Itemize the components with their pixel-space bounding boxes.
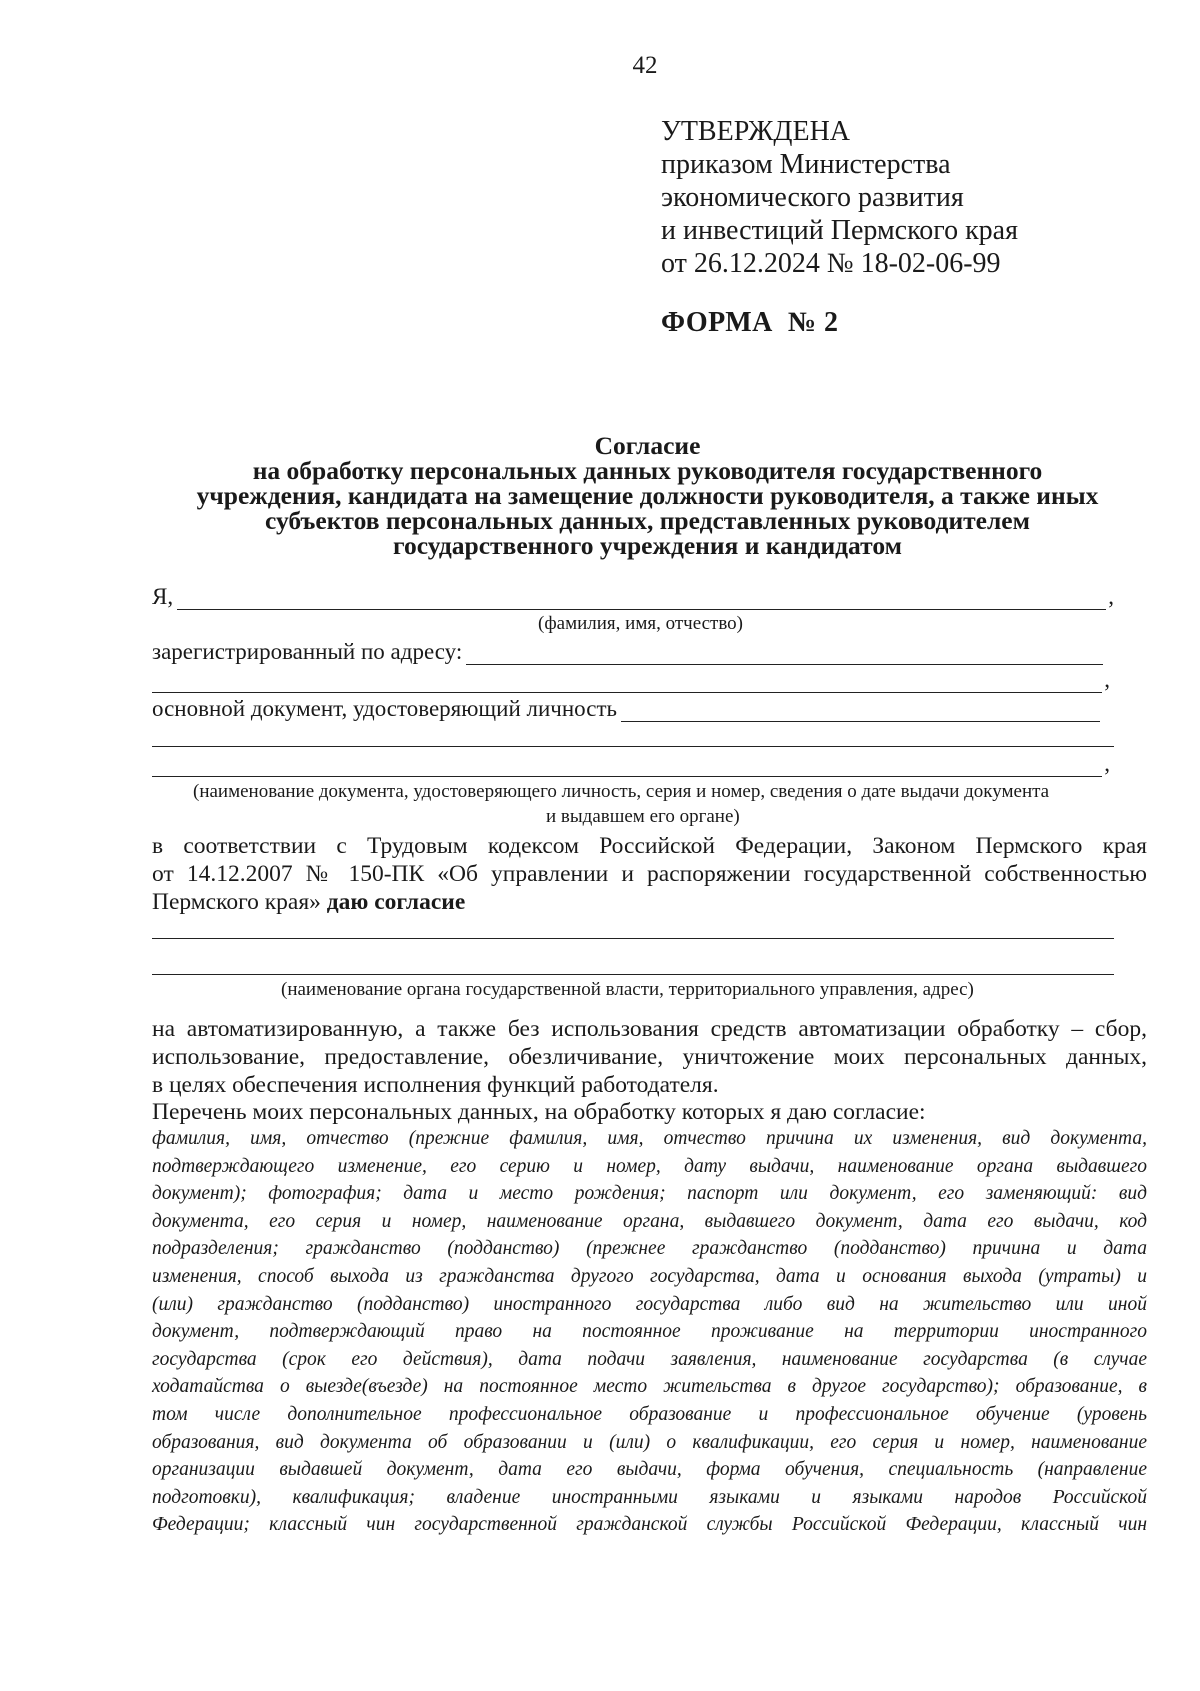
list-line: документ, подтверждающий право на постоянное проживание на территории иностранного	[152, 1321, 1147, 1343]
list-line: фамилия, имя, отчество (прежние фамилия, имя, отчество причина их изменения, вид документа,	[152, 1128, 1147, 1149]
list-line: документ); фотография; дата и место рождения; паспорт или документ, его заменяющий: вид	[152, 1183, 1147, 1205]
approval-block	[661, 115, 1018, 280]
title-heading: Согласие	[594, 431, 701, 460]
fio-caption: (фамилия, имя, отчество)	[538, 613, 744, 634]
document-label: основной документ, удостоверяющий личность	[152, 696, 617, 721]
comma: ,	[1108, 584, 1114, 609]
address-field[interactable]	[466, 642, 1103, 665]
title-line: на обработку персональных данных руководителя государственного	[252, 456, 1043, 485]
document-row	[152, 696, 1104, 722]
i-label: Я,	[152, 584, 174, 609]
title-line: государственного учреждения и кандидатом	[393, 531, 902, 560]
document-caption: и выдавшем его органе)	[546, 806, 740, 827]
list-line: документа, его серия и номер, наименование органа, выдавшего документ, дата его выдачи, код	[152, 1210, 1147, 1232]
paragraph-line: от 14.12.2007 № 150-ПК «Об управлении и распоряжении государственной собственностью	[152, 861, 1147, 887]
list-line: ходатайства о выезде(въезде) на постоянное место жительства в другое государство); образование, в	[152, 1376, 1147, 1398]
list-line: образования, вид документа об образовании и (или) о квалификации, его серия и номер, наименование	[152, 1431, 1147, 1453]
list-line: государства (срок его действия), дата подачи заявления, наименование государства (в случае	[152, 1348, 1147, 1370]
paragraph-line: в соответствии с Трудовым кодексом Российской Федерации, Законом Пермского края	[152, 833, 1147, 859]
paragraph-line: в целях обеспечения исполнения функций работодателя.	[152, 1072, 719, 1098]
approval-line: и инвестиций Пермского края	[661, 215, 1018, 246]
form-number: ФОРМА № 2	[661, 307, 839, 338]
approval-line: приказом Министерства	[661, 149, 951, 180]
document-caption: (наименование документа, удостоверяющего личность, серия и номер, сведения о дате выдачи документа	[193, 781, 1050, 802]
approval-heading: УТВЕРЖДЕНА	[661, 116, 851, 147]
fio-row	[152, 584, 1114, 610]
address-field-continued[interactable]	[152, 670, 1102, 693]
consent-paragraph	[152, 832, 1147, 916]
paragraph-line: на автоматизированную, а также без использования средств автоматизации обработку – сбор,	[152, 1016, 1147, 1042]
document-row-3	[152, 751, 1110, 777]
organ-field-line[interactable]	[152, 974, 1114, 975]
document-title	[140, 433, 1155, 558]
consent-phrase: даю согласие	[326, 889, 466, 915]
document-field[interactable]	[621, 699, 1100, 722]
paragraph-line: использование, предоставление, обезличивание, уничтожение моих персональных данных,	[152, 1044, 1147, 1070]
title-line: учреждения, кандидата на замещение должности руководителя, а также иных	[196, 481, 1099, 510]
organ-caption: (наименование органа государственной власти, территориального управления, адрес)	[281, 979, 974, 1000]
personal-data-list	[152, 1125, 1147, 1539]
paragraph-line-start: Пермского края»	[152, 889, 321, 915]
document-field-continued[interactable]	[152, 754, 1102, 777]
address-row-2	[152, 667, 1110, 693]
list-line: изменения, способ выхода из гражданства другого государства, дата и основания выхода (утраты) и	[152, 1265, 1147, 1287]
title-line: субъектов персональных данных, представленных руководителем	[265, 506, 1030, 535]
list-line: организации выдавшей документ, дата его выдачи, форма обучения, специальность (направление	[152, 1459, 1147, 1481]
approval-line: экономического развития	[661, 182, 964, 213]
list-line: (или) гражданство (подданство) иностранного государства либо вид на жительство или иной	[152, 1293, 1147, 1315]
approval-date-number: от 26.12.2024 № 18-02-06-99	[661, 248, 1001, 279]
document-field-line[interactable]	[152, 746, 1114, 747]
list-line: подразделения; гражданство (подданство) (прежнее гражданство (подданство) причина и дата	[152, 1238, 1147, 1260]
list-line: подготовки), квалификация; владение иностранными языками и языками народов Российской	[152, 1486, 1147, 1508]
organ-field-line[interactable]	[152, 938, 1114, 939]
address-label: зарегистрированный по адресу:	[152, 639, 463, 664]
processing-paragraph	[152, 1015, 1147, 1099]
comma: ,	[1104, 667, 1110, 692]
address-row	[152, 639, 1107, 665]
list-line: подтверждающего изменение, его серию и номер, дату выдачи, наименование органа выдавшего	[152, 1155, 1147, 1177]
fio-field[interactable]	[177, 587, 1106, 610]
list-line: том числе дополнительное профессиональное образование и профессиональное обучение (уровень	[152, 1403, 1147, 1425]
comma: ,	[1104, 751, 1110, 776]
page-number: 42	[632, 52, 658, 79]
list-intro: Перечень моих персональных данных, на обработку которых я даю согласие:	[152, 1099, 926, 1125]
list-line: Федерации; классный чин государственной гражданской службы Российской Федерации, классный чин	[152, 1514, 1147, 1536]
